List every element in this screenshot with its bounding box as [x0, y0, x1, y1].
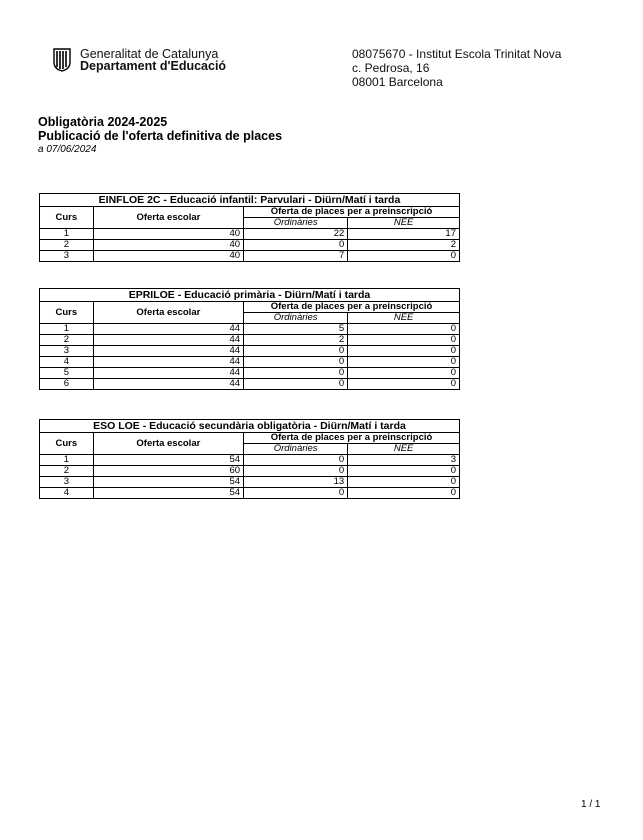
header-ordinaries: Ordinàries — [244, 218, 348, 229]
table-title: EPRILOE - Educació primària - Diürn/Matí i tarda — [40, 289, 460, 302]
header-curs: Curs — [40, 433, 94, 455]
cell-oferta: 40 — [93, 251, 243, 262]
header-nee: NEE — [348, 218, 460, 229]
cell-curs: 5 — [40, 368, 94, 379]
cell-ordinaries: 5 — [244, 324, 348, 335]
cell-curs: 2 — [40, 466, 94, 477]
cell-ordinaries: 0 — [244, 368, 348, 379]
cell-curs: 1 — [40, 455, 94, 466]
cell-curs: 3 — [40, 251, 94, 262]
cell-nee: 0 — [348, 488, 460, 499]
table-row — [40, 229, 460, 240]
cell-oferta: 40 — [93, 240, 243, 251]
cell-oferta: 60 — [93, 466, 243, 477]
cell-oferta: 44 — [93, 368, 243, 379]
cell-curs: 1 — [40, 229, 94, 240]
cell-ordinaries: 0 — [244, 240, 348, 251]
header-nee: NEE — [348, 444, 460, 455]
cell-curs: 4 — [40, 488, 94, 499]
cell-curs: 1 — [40, 324, 94, 335]
logo-line-generalitat: Generalitat de Catalunya — [80, 47, 219, 61]
cell-ordinaries: 22 — [244, 229, 348, 240]
cell-oferta: 54 — [93, 488, 243, 499]
cell-nee: 0 — [348, 379, 460, 390]
offer-table-primaria — [39, 288, 460, 390]
header-curs: Curs — [40, 207, 94, 229]
table-row — [40, 368, 460, 379]
table-row — [40, 335, 460, 346]
school-city: 08001 Barcelona — [352, 75, 443, 89]
table-row — [40, 251, 460, 262]
cell-ordinaries: 0 — [244, 379, 348, 390]
cell-ordinaries: 0 — [244, 357, 348, 368]
cell-oferta: 44 — [93, 379, 243, 390]
table-row — [40, 240, 460, 251]
cell-oferta: 44 — [93, 335, 243, 346]
cell-oferta: 44 — [93, 357, 243, 368]
header-ordinaries: Ordinàries — [244, 313, 348, 324]
table-row — [40, 477, 460, 488]
table-row — [40, 324, 460, 335]
header-nee: NEE — [348, 313, 460, 324]
cell-nee: 0 — [348, 466, 460, 477]
cell-oferta: 44 — [93, 346, 243, 357]
table-row — [40, 357, 460, 368]
header-oferta: Oferta escolar — [93, 302, 243, 324]
logo-line-department: Departament d'Educació — [80, 59, 227, 73]
table-row — [40, 455, 460, 466]
generalitat-logo — [50, 48, 226, 72]
table-row — [40, 379, 460, 390]
cell-oferta: 54 — [93, 455, 243, 466]
cell-curs: 2 — [40, 335, 94, 346]
table-title: EINFLOE 2C - Educació infantil: Parvulari - Diürn/Matí i tarda — [40, 194, 460, 207]
cell-nee: 3 — [348, 455, 460, 466]
offer-table-eso — [39, 419, 460, 499]
cell-nee: 0 — [348, 357, 460, 368]
document-heading — [38, 115, 282, 156]
school-address — [352, 47, 561, 89]
page-number: 1 / 1 — [581, 799, 601, 810]
table-row — [40, 346, 460, 357]
cell-ordinaries: 0 — [244, 346, 348, 357]
cell-nee: 0 — [348, 324, 460, 335]
header-curs: Curs — [40, 302, 94, 324]
table-row — [40, 488, 460, 499]
document-title: Obligatòria 2024-2025 — [38, 115, 168, 129]
header-preinscripcio: Oferta de places per a preinscripció — [244, 433, 460, 444]
cell-curs: 6 — [40, 379, 94, 390]
cell-ordinaries: 7 — [244, 251, 348, 262]
cell-ordinaries: 2 — [244, 335, 348, 346]
header-oferta: Oferta escolar — [93, 207, 243, 229]
header-ordinaries: Ordinàries — [244, 444, 348, 455]
cell-ordinaries: 0 — [244, 455, 348, 466]
cell-oferta: 54 — [93, 477, 243, 488]
cell-ordinaries: 0 — [244, 488, 348, 499]
cell-nee: 0 — [348, 477, 460, 488]
cell-curs: 4 — [40, 357, 94, 368]
offer-table-infantil — [39, 193, 460, 262]
cell-curs: 3 — [40, 346, 94, 357]
table-title: ESO LOE - Educació secundària obligatòria - Diürn/Matí i tarda — [40, 420, 460, 433]
cell-nee: 17 — [348, 229, 460, 240]
cell-ordinaries: 13 — [244, 477, 348, 488]
table-row — [40, 466, 460, 477]
header-preinscripcio: Oferta de places per a preinscripció — [244, 302, 460, 313]
cell-curs: 3 — [40, 477, 94, 488]
cell-nee: 0 — [348, 346, 460, 357]
cell-nee: 2 — [348, 240, 460, 251]
header-preinscripcio: Oferta de places per a preinscripció — [244, 207, 460, 218]
generalitat-senyera-icon — [50, 48, 74, 72]
cell-nee: 0 — [348, 368, 460, 379]
school-name: 08075670 - Institut Escola Trinitat Nova — [352, 47, 562, 61]
cell-nee: 0 — [348, 251, 460, 262]
cell-oferta: 40 — [93, 229, 243, 240]
cell-curs: 2 — [40, 240, 94, 251]
cell-oferta: 44 — [93, 324, 243, 335]
header-oferta: Oferta escolar — [93, 433, 243, 455]
school-street: c. Pedrosa, 16 — [352, 61, 430, 75]
document-date: a 07/06/2024 — [38, 144, 97, 155]
cell-nee: 0 — [348, 335, 460, 346]
cell-ordinaries: 0 — [244, 466, 348, 477]
document-subtitle: Publicació de l'oferta definitiva de places — [38, 129, 283, 143]
